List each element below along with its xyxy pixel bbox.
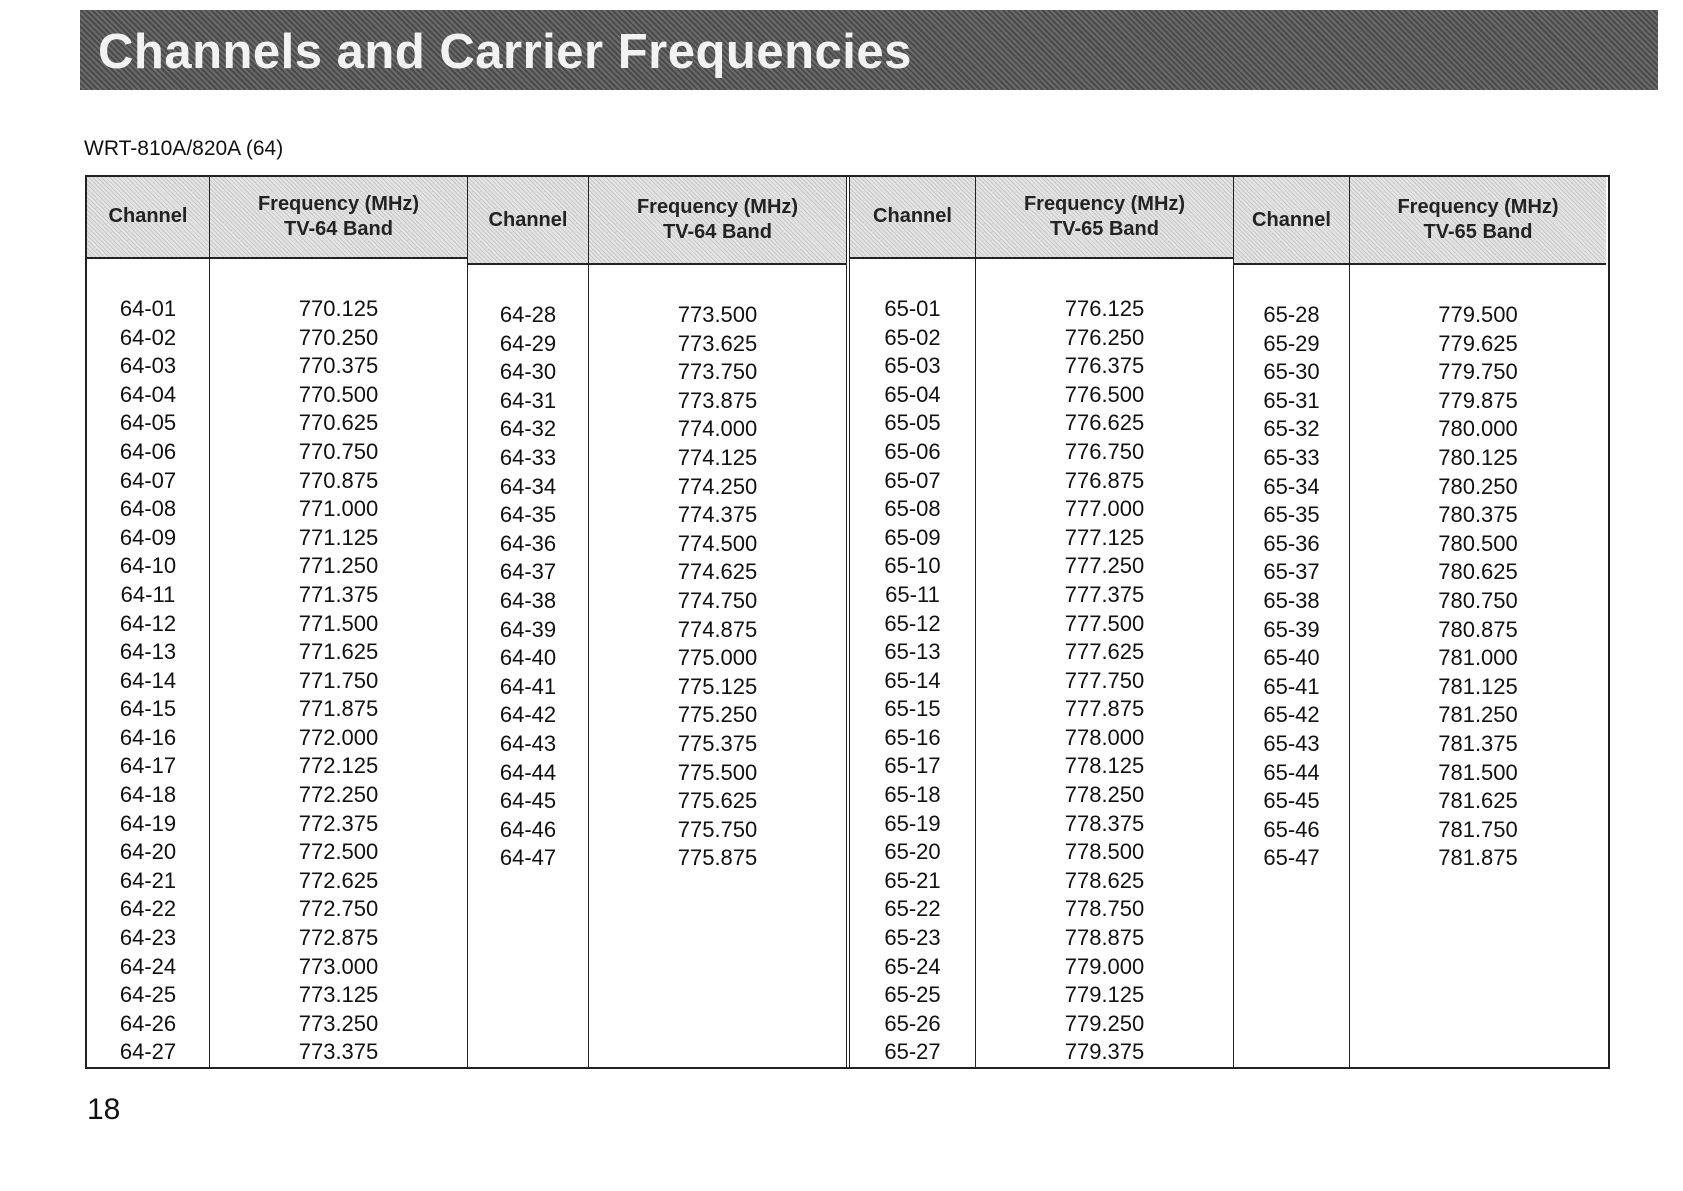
- channel-cell: 64-45: [499, 788, 557, 814]
- channel-cell: 65-43: [1263, 730, 1320, 756]
- channel-cell: 64-41: [499, 673, 557, 699]
- frequency-column-4: [1349, 177, 1606, 1067]
- frequency-cell: 781.000: [1438, 645, 1518, 671]
- frequency-header-line1: Frequency (MHz): [636, 196, 799, 218]
- frequency-cell: 773.375: [298, 1039, 379, 1065]
- channel-cell: 65-16: [884, 724, 941, 750]
- frequency-header-line1: Frequency (MHz): [1023, 192, 1186, 215]
- frequency-cell: 777.750: [1064, 667, 1145, 693]
- frequency-cell: 779.125: [1064, 982, 1145, 1008]
- channel-cell: 65-39: [1263, 616, 1320, 642]
- channel-cell: 64-35: [499, 502, 557, 528]
- frequency-cell: 770.500: [298, 381, 379, 407]
- channel-cell: 65-38: [1263, 587, 1320, 613]
- frequency-cell: 774.250: [677, 473, 758, 499]
- frequency-cell: 775.500: [677, 759, 758, 785]
- channel-cell: 64-30: [499, 359, 557, 385]
- frequency-cell: 778.500: [1064, 839, 1145, 865]
- frequency-cell: 775.625: [677, 788, 758, 814]
- frequency-cell: 778.375: [1064, 810, 1145, 836]
- channel-cell: 64-25: [119, 982, 177, 1008]
- channel-cell: 64-47: [499, 845, 557, 871]
- channel-cell: 65-30: [1263, 359, 1320, 385]
- frequency-cell: 779.250: [1064, 1010, 1145, 1036]
- channel-cell: 64-21: [119, 867, 177, 893]
- channel-cell: 64-39: [499, 616, 557, 642]
- channel-cell: 64-26: [119, 1010, 177, 1036]
- frequency-cell: 771.875: [298, 696, 379, 722]
- channel-list: [850, 259, 975, 1067]
- channel-cell: 65-45: [1263, 788, 1320, 814]
- channel-cell: 65-42: [1263, 702, 1320, 728]
- channel-cell: 64-29: [499, 330, 557, 356]
- frequency-cell: 774.000: [677, 416, 758, 442]
- channel-cell: 65-21: [884, 867, 941, 893]
- frequency-cell: 771.500: [298, 610, 379, 636]
- frequency-header: [1350, 177, 1606, 265]
- channel-cell: 64-20: [119, 839, 177, 865]
- frequency-cell: 776.750: [1064, 438, 1145, 464]
- channel-cell: 64-04: [119, 381, 177, 407]
- frequency-cell: 773.875: [677, 387, 758, 413]
- frequency-cell: 770.375: [298, 353, 379, 379]
- channel-cell: 64-12: [119, 610, 177, 636]
- channel-cell: 65-40: [1263, 645, 1320, 671]
- frequency-cell: 777.125: [1064, 524, 1145, 550]
- channel-header: Channel: [468, 177, 588, 265]
- frequency-cell: 777.375: [1064, 581, 1145, 607]
- channel-cell: 64-14: [119, 667, 177, 693]
- frequency-cell: 773.625: [677, 330, 758, 356]
- channel-cell: 65-18: [884, 782, 941, 808]
- frequency-cell: 779.875: [1438, 387, 1518, 413]
- frequency-cell: 771.625: [298, 639, 379, 665]
- frequency-header: [976, 177, 1233, 259]
- channel-cell: 65-01: [884, 295, 941, 321]
- frequency-cell: 771.750: [298, 667, 379, 693]
- channel-cell: 65-47: [1263, 845, 1320, 871]
- frequency-cell: 781.750: [1438, 816, 1518, 842]
- channel-cell: 64-33: [499, 444, 557, 470]
- frequency-cell: 780.000: [1438, 416, 1518, 442]
- frequency-cell: 778.000: [1064, 724, 1145, 750]
- channel-cell: 65-08: [884, 496, 941, 522]
- frequency-cell: 777.500: [1064, 610, 1145, 636]
- frequency-cell: 778.625: [1064, 867, 1145, 893]
- channel-cell: 64-27: [119, 1039, 177, 1065]
- channel-cell: 65-07: [884, 467, 941, 493]
- frequency-cell: 775.375: [677, 730, 758, 756]
- channel-cell: 64-13: [119, 639, 177, 665]
- frequency-cell: 772.625: [298, 867, 379, 893]
- channel-cell: 64-06: [119, 438, 177, 464]
- frequency-cell: 773.250: [298, 1010, 379, 1036]
- frequency-cell: 772.000: [298, 724, 379, 750]
- frequency-cell: 779.500: [1438, 302, 1518, 327]
- channel-cell: 64-19: [119, 810, 177, 836]
- frequency-list: [1350, 265, 1606, 873]
- frequency-cell: 780.250: [1438, 473, 1518, 499]
- channel-cell: 64-36: [499, 530, 557, 556]
- channel-cell: 65-17: [884, 753, 941, 779]
- channel-cell: 64-34: [499, 473, 557, 499]
- channel-cell: 64-46: [499, 816, 557, 842]
- frequency-cell: 770.875: [298, 467, 379, 493]
- channel-header: Channel: [87, 177, 209, 259]
- frequency-cell: 772.375: [298, 810, 379, 836]
- frequency-cell: 780.750: [1438, 587, 1518, 613]
- frequency-cell: 772.125: [298, 753, 379, 779]
- frequency-column-1: [209, 177, 467, 1067]
- channel-cell: 64-38: [499, 587, 557, 613]
- frequency-cell: 773.500: [677, 302, 758, 327]
- frequency-cell: 772.875: [298, 925, 379, 951]
- frequency-cell: 776.500: [1064, 381, 1145, 407]
- frequency-cell: 776.875: [1064, 467, 1145, 493]
- channel-cell: 64-31: [499, 387, 557, 413]
- frequency-cell: 779.375: [1064, 1039, 1145, 1065]
- frequency-cell: 781.375: [1438, 730, 1518, 756]
- channel-cell: 65-12: [884, 610, 941, 636]
- channel-cell: 64-08: [119, 496, 177, 522]
- frequency-cell: 771.000: [298, 496, 379, 522]
- channel-cell: 65-05: [884, 410, 941, 436]
- channel-cell: 64-10: [119, 553, 177, 579]
- channel-cell: 65-15: [884, 696, 941, 722]
- channel-cell: 65-46: [1263, 816, 1320, 842]
- frequency-cell: 779.625: [1438, 330, 1518, 356]
- page-number: 18: [87, 1093, 121, 1126]
- channel-list: [1234, 265, 1349, 873]
- frequency-cell: 774.125: [677, 444, 758, 470]
- frequency-cell: 777.625: [1064, 639, 1145, 665]
- frequency-cell: 781.500: [1438, 759, 1518, 785]
- page-title: Channels and Carrier Frequencies: [98, 25, 912, 79]
- frequency-cell: 781.125: [1438, 673, 1518, 699]
- frequency-cell: 780.500: [1438, 530, 1518, 556]
- frequency-header: [210, 177, 467, 259]
- frequency-cell: 774.500: [677, 530, 758, 556]
- channel-cell: 65-37: [1263, 559, 1320, 585]
- channel-cell: 65-35: [1263, 502, 1320, 528]
- channel-header: Channel: [850, 177, 975, 259]
- band-header: TV-64 Band: [663, 221, 772, 243]
- frequency-cell: 778.750: [1064, 896, 1145, 922]
- channel-cell: 64-40: [499, 645, 557, 671]
- channel-cell: 65-24: [884, 953, 941, 979]
- channel-cell: 65-31: [1263, 387, 1320, 413]
- frequency-cell: 775.250: [677, 702, 758, 728]
- frequency-header-line1: Frequency (MHz): [257, 192, 420, 215]
- channel-cell: 65-13: [884, 639, 941, 665]
- channel-cell: 65-09: [884, 524, 941, 550]
- frequency-cell: 776.250: [1064, 324, 1145, 350]
- frequency-cell: 776.375: [1064, 353, 1145, 379]
- channel-cell: 65-27: [884, 1039, 941, 1065]
- channel-cell: 65-04: [884, 381, 941, 407]
- channel-cell: 64-18: [119, 782, 177, 808]
- frequency-cell: 778.250: [1064, 782, 1145, 808]
- frequency-cell: 777.000: [1064, 496, 1145, 522]
- channel-cell: 65-28: [1263, 302, 1320, 327]
- channel-column-2: [467, 177, 588, 1067]
- frequency-cell: 771.250: [298, 553, 379, 579]
- channel-cell: 65-41: [1263, 673, 1320, 699]
- model-label: WRT-810A/820A (64): [84, 137, 284, 160]
- channel-cell: 65-23: [884, 925, 941, 951]
- channel-cell: 64-01: [119, 295, 177, 321]
- frequency-cell: 775.750: [677, 816, 758, 842]
- channel-cell: 65-11: [885, 581, 940, 607]
- channel-cell: 64-24: [119, 953, 177, 979]
- frequency-cell: 774.375: [677, 502, 758, 528]
- frequency-cell: 775.875: [677, 845, 758, 871]
- channel-cell: 65-36: [1263, 530, 1320, 556]
- channel-cell: 64-16: [119, 724, 177, 750]
- channel-cell: 65-29: [1263, 330, 1320, 356]
- frequency-cell: 773.125: [298, 982, 379, 1008]
- frequency-cell: 780.875: [1438, 616, 1518, 642]
- frequency-header-line1: Frequency (MHz): [1397, 196, 1559, 218]
- frequency-cell: 778.875: [1064, 925, 1145, 951]
- frequency-list: [976, 259, 1233, 1067]
- frequency-cell: 781.875: [1438, 845, 1518, 871]
- frequency-cell: 773.750: [677, 359, 758, 385]
- channel-cell: 64-15: [119, 696, 177, 722]
- tv65-group: [850, 177, 1606, 1067]
- title-bar: [80, 10, 1658, 90]
- frequency-list: [589, 265, 846, 873]
- frequency-cell: 770.750: [298, 438, 379, 464]
- frequency-table: [85, 175, 1610, 1069]
- frequency-cell: 775.000: [677, 645, 758, 671]
- channel-list: [468, 265, 588, 873]
- frequency-cell: 778.125: [1064, 753, 1145, 779]
- frequency-cell: 779.000: [1064, 953, 1145, 979]
- channel-cell: 64-23: [119, 925, 177, 951]
- frequency-cell: 772.500: [298, 839, 379, 865]
- frequency-cell: 770.125: [298, 295, 379, 321]
- channel-cell: 64-07: [119, 467, 177, 493]
- frequency-cell: 774.875: [677, 616, 758, 642]
- channel-cell: 64-37: [499, 559, 557, 585]
- channel-header: Channel: [1234, 177, 1349, 265]
- channel-cell: 64-11: [120, 581, 176, 607]
- frequency-cell: 774.750: [677, 587, 758, 613]
- channel-cell: 65-02: [884, 324, 941, 350]
- frequency-column-3: [975, 177, 1233, 1067]
- frequency-cell: 780.375: [1438, 502, 1518, 528]
- channel-cell: 65-03: [884, 353, 941, 379]
- frequency-cell: 777.875: [1064, 696, 1145, 722]
- frequency-cell: 776.125: [1064, 295, 1145, 321]
- channel-cell: 65-14: [884, 667, 941, 693]
- channel-cell: 64-17: [119, 753, 177, 779]
- frequency-cell: 781.250: [1438, 702, 1518, 728]
- frequency-column-2: [588, 177, 846, 1067]
- frequency-cell: 770.625: [298, 410, 379, 436]
- frequency-cell: 776.625: [1064, 410, 1145, 436]
- frequency-cell: 771.125: [298, 524, 379, 550]
- channel-column-4: [1233, 177, 1349, 1067]
- frequency-cell: 774.625: [677, 559, 758, 585]
- channel-cell: 65-19: [884, 810, 941, 836]
- channel-cell: 65-06: [884, 438, 941, 464]
- channel-cell: 65-22: [884, 896, 941, 922]
- band-header: TV-65 Band: [1423, 221, 1533, 243]
- frequency-cell: 780.625: [1438, 559, 1518, 585]
- channel-cell: 65-44: [1263, 759, 1320, 785]
- tv64-group: [87, 177, 850, 1067]
- channel-cell: 64-43: [499, 730, 557, 756]
- band-header: TV-64 Band: [284, 217, 393, 240]
- frequency-cell: 772.750: [298, 896, 379, 922]
- band-header: TV-65 Band: [1050, 217, 1159, 240]
- channel-cell: 64-02: [119, 324, 177, 350]
- channel-cell: 65-34: [1263, 473, 1320, 499]
- frequency-list: [210, 259, 467, 1067]
- channel-cell: 65-33: [1263, 444, 1320, 470]
- channel-list: [87, 259, 209, 1067]
- channel-cell: 64-05: [119, 410, 177, 436]
- channel-cell: 65-32: [1263, 416, 1320, 442]
- channel-cell: 64-03: [119, 353, 177, 379]
- channel-cell: 64-32: [499, 416, 557, 442]
- channel-cell: 64-44: [499, 759, 557, 785]
- frequency-cell: 777.250: [1064, 553, 1145, 579]
- channel-cell: 65-10: [884, 553, 941, 579]
- frequency-cell: 771.375: [298, 581, 379, 607]
- channel-cell: 64-42: [499, 702, 557, 728]
- channel-cell: 65-26: [884, 1010, 941, 1036]
- frequency-cell: 773.000: [298, 953, 379, 979]
- channel-cell: 65-20: [884, 839, 941, 865]
- frequency-cell: 779.750: [1438, 359, 1518, 385]
- frequency-cell: 781.625: [1438, 788, 1518, 814]
- channel-column-3: [850, 177, 975, 1067]
- channel-cell: 64-22: [119, 896, 177, 922]
- frequency-cell: 775.125: [677, 673, 758, 699]
- channel-column-1: [87, 177, 209, 1067]
- frequency-cell: 770.250: [298, 324, 379, 350]
- channel-cell: 64-09: [119, 524, 177, 550]
- channel-cell: 65-25: [884, 982, 941, 1008]
- channel-cell: 64-28: [499, 302, 557, 327]
- frequency-cell: 780.125: [1438, 444, 1518, 470]
- frequency-cell: 772.250: [298, 782, 379, 808]
- frequency-header: [589, 177, 846, 265]
